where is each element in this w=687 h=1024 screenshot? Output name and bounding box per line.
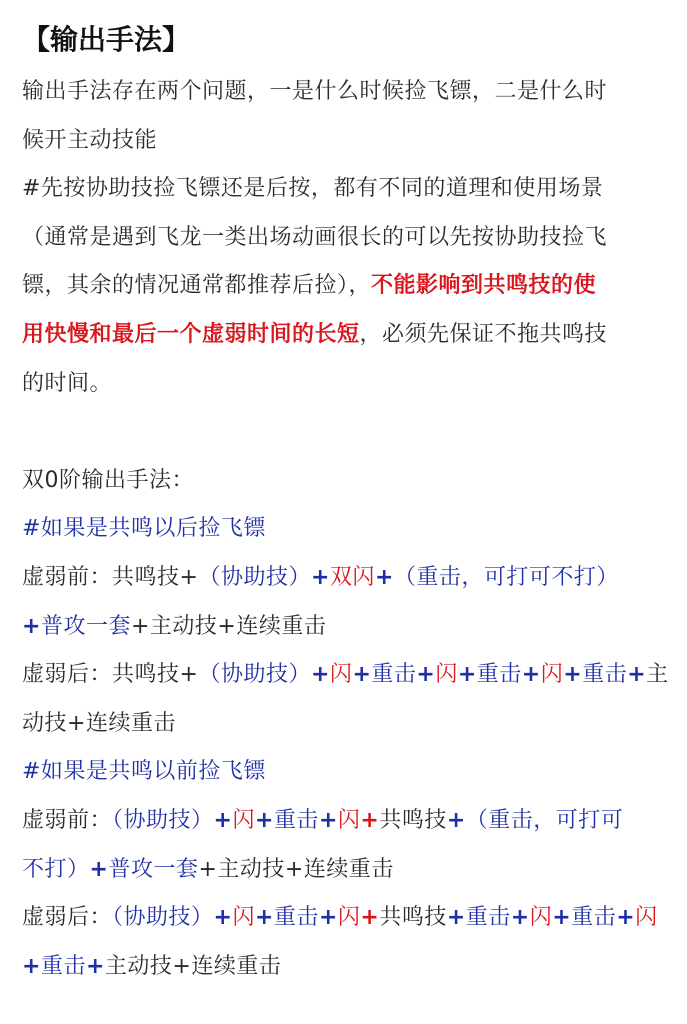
- combo-plus: +: [198, 856, 218, 882]
- case-b-header: #如果是共鸣以前捡飞镖: [22, 759, 266, 785]
- intro-line-5: [22, 262, 670, 311]
- combo-step: （协助技）: [112, 807, 214, 833]
- combo-step: 主: [646, 662, 669, 688]
- combo-plus: +: [318, 905, 338, 931]
- intro-line-4: （通常是遇到飞龙一类出场动画很长的可以先按协助技捡飞: [22, 224, 608, 250]
- combo-step: （重击，可打可: [465, 807, 624, 833]
- combo-plus: +: [318, 807, 338, 833]
- combo-plus: +: [627, 662, 647, 688]
- blank-line: [22, 408, 670, 457]
- case-a-after-line-2: [22, 700, 670, 749]
- combo-plus: +: [284, 856, 304, 882]
- combo-plus: +: [310, 564, 330, 590]
- intro-line-1: 输出手法存在两个问题，一是什么时候捡飞镖，二是什么时: [22, 79, 608, 104]
- combo-step: 闪: [232, 807, 255, 833]
- combo-plus: +: [22, 953, 41, 979]
- combo-step: 连续重击: [303, 856, 394, 882]
- combo-step: 共鸣技: [379, 905, 447, 931]
- combo-step: （协助技）: [198, 564, 311, 590]
- combo-plus: +: [179, 564, 199, 590]
- combo-step: 连续重击: [191, 953, 282, 979]
- case-b-before-label: 虚弱前：: [22, 807, 113, 833]
- combo-step: 闪: [232, 905, 255, 931]
- intro-line-5-text: 镖，其余的情况通常都推荐后捡），: [22, 273, 372, 299]
- case-b-after-line-2: [22, 943, 670, 992]
- combo-plus: +: [22, 613, 41, 639]
- combo-plus: +: [563, 662, 583, 688]
- combo-plus: +: [446, 905, 466, 931]
- case-a-header: #如果是共鸣以后捡飞镖: [22, 516, 266, 542]
- combo-plus: +: [85, 953, 105, 979]
- combo-plus: +: [416, 662, 436, 688]
- combo-plus: +: [213, 905, 233, 931]
- combo-step: （协助技）: [112, 905, 214, 931]
- combo-step: 主动技: [217, 856, 285, 882]
- page-title: 【输出手法】: [22, 23, 191, 56]
- combo-plus: +: [67, 710, 86, 736]
- combo-step: 共鸣技: [379, 807, 447, 833]
- combo-step: 闪: [337, 807, 361, 833]
- case-a-after-label: 虚弱后：: [22, 662, 113, 688]
- combo-plus: +: [310, 662, 330, 688]
- combo-plus: +: [510, 905, 530, 931]
- case-a-before-line-2: [22, 603, 670, 652]
- combo-step: 共鸣技: [112, 662, 180, 688]
- combo-step: 重击: [40, 953, 86, 979]
- intro-line-6-text: ，必须先保证不拖共鸣技: [359, 321, 608, 347]
- combo-step: 重击: [273, 807, 319, 833]
- combo-plus: +: [130, 613, 150, 639]
- combo-step: 不打）: [22, 856, 90, 882]
- combo-step: 闪: [529, 905, 553, 931]
- combo-plus: +: [446, 807, 466, 833]
- case-a-before-line-1: [22, 554, 670, 603]
- combo-step: 闪: [435, 662, 458, 688]
- intro-line-3: #先按协助技捡飞镖还是后按，都有不同的道理和使用场景: [22, 176, 604, 202]
- combo-plus: +: [457, 662, 477, 688]
- combo-plus: +: [179, 662, 199, 688]
- intro-line-2: 候开主动技能: [22, 127, 158, 153]
- case-b-before-line-2: [22, 846, 670, 895]
- combo-step: （协助技）: [198, 662, 311, 688]
- combo-step: 共鸣技: [112, 564, 180, 590]
- case-b-after-line-1: [22, 894, 670, 943]
- combo-step: 闪: [329, 662, 353, 688]
- combo-plus: +: [360, 807, 380, 833]
- combo-step: 重击: [476, 662, 522, 688]
- combo-step: 重击: [571, 905, 617, 931]
- section-title: 双0阶输出手法：: [22, 467, 194, 493]
- combo-step: 普攻一套: [108, 856, 199, 882]
- case-a-after-line-1: [22, 651, 670, 700]
- combo-step: 连续重击: [236, 613, 327, 639]
- case-b-before-line-1: [22, 797, 670, 846]
- intro-line-6: [22, 311, 670, 360]
- combo-plus: +: [552, 905, 572, 931]
- case-a-before-label: 虚弱前：: [22, 564, 113, 590]
- combo-plus: +: [254, 905, 274, 931]
- combo-plus: +: [360, 905, 380, 931]
- combo-step: 主动技: [104, 953, 173, 979]
- combo-plus: +: [254, 807, 274, 833]
- combo-plus: +: [172, 953, 192, 979]
- combo-plus: +: [213, 807, 233, 833]
- case-b-after-label: 虚弱后：: [22, 905, 113, 931]
- combo-step: 动技: [22, 710, 68, 736]
- combo-step: （重击，可打可不打）: [393, 564, 619, 590]
- combo-step: 普攻一套: [40, 613, 131, 639]
- intro-line-7: 的时间。: [22, 370, 113, 396]
- combo-step: 闪: [337, 905, 361, 931]
- combo-plus: +: [521, 662, 541, 688]
- combo-step: 主动技: [149, 613, 218, 639]
- intro-warning-text: 不能影响到共鸣技的使: [371, 273, 597, 299]
- combo-step: 双闪: [329, 564, 375, 590]
- combo-step: 重击: [465, 905, 511, 931]
- combo-step: 闪: [635, 905, 658, 931]
- combo-plus: +: [89, 856, 109, 882]
- combo-step: 重击: [371, 662, 417, 688]
- combo-plus: +: [374, 564, 394, 590]
- combo-step: 闪: [540, 662, 564, 688]
- guide-page: [22, 18, 670, 991]
- combo-step: 重击: [582, 662, 628, 688]
- combo-step: 连续重击: [85, 710, 176, 736]
- combo-plus: +: [352, 662, 372, 688]
- combo-step: 重击: [273, 905, 319, 931]
- combo-plus: +: [217, 613, 237, 639]
- combo-plus: +: [616, 905, 636, 931]
- intro-warning-text-cont: 用快慢和最后一个虚弱时间的长短: [22, 321, 360, 347]
